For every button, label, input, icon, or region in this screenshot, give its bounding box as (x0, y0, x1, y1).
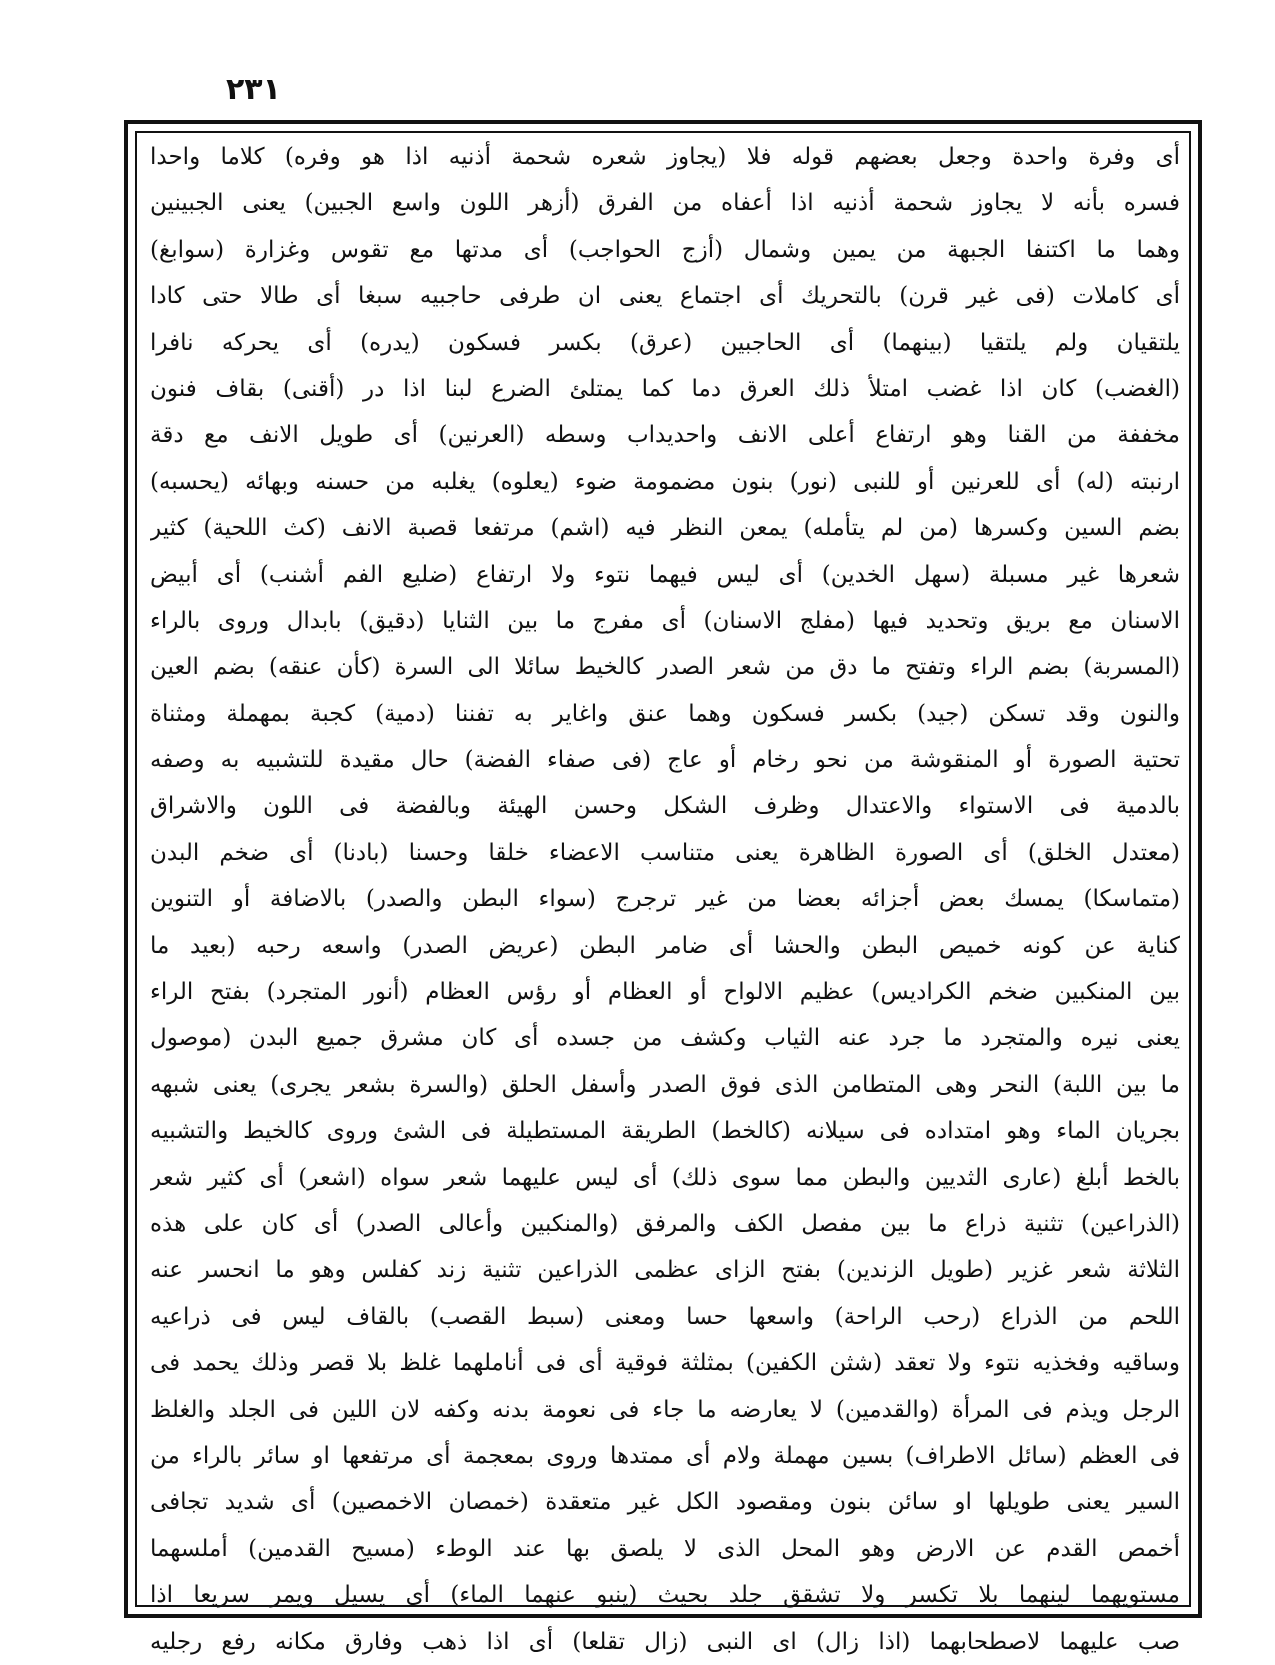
text-line: وهما ما اكتنفا الجبهة من يمين وشمال (أزج الحواجب) أى مدتها مع تقوس وغزارة (سوابغ) (150, 236, 1180, 263)
text-line: مخففة من القنا وهو ارتفاع أعلى الانف واحديداب وسطه (العرنين) أى طويل الانف مع دقة (150, 422, 1180, 449)
text-line: أى وفرة واحدة وجعل بعضهم قوله فلا (يجاوز شعره شحمة أذنيه اذا هو وفره) كلاما واحدا (150, 144, 1180, 170)
text-line: ما بين اللبة) النحر وهى المتطامن الذى فوق الصدر وأسفل الحلق (والسرة بشعر يجرى) يعنى شبهه (150, 1071, 1180, 1098)
text-line: (الذراعين) تثنية ذراع ما بين مفصل الكف والمرفق (والمنكبين وأعالى الصدر) أى كان على هذه (150, 1210, 1180, 1237)
text-line: يعنى نيره والمتجرد ما جرد عنه الثياب وكشف من جسده أى كان مشرق جميع البدن (موصول (150, 1025, 1180, 1052)
text-line: الرجل ويذم فى المرأة (والقدمين) لا يعارضه ما جاء فى نعومة بدنه وكفه لان اللين فى الجلد والغلظ (150, 1396, 1180, 1423)
text-line: الثلاثة شعر غزير (طويل الزندين) بفتح الزاى عظمى الذراعين تثنية زند كفلس وهو ما انحسر عنه (150, 1257, 1180, 1284)
text-line: مستويهما لينهما بلا تكسر ولا تشقق جلد بحيث (ينبو عنهما الماء) أى يسيل ويمر سريعا اذا (150, 1582, 1180, 1609)
text-line: شعرها غير مسبلة (سهل الخدين) أى ليس فيهما نتوء ولا ارتفاع (ضليع الفم أشنب) أى أبيض (150, 561, 1180, 588)
text-line: كناية عن كونه خميص البطن والحشا أى ضامر البطن (عريض الصدر) واسعه رحبه (بعيد ما (150, 932, 1180, 959)
text-line: يلتقيان ولم يلتقيا (بينهما) أى الحاجبين (عرق) بكسر فسكون (يدره) أى يحركه نافرا (150, 329, 1180, 356)
text-line: بالخط أبلغ (عارى الثديين والبطن مما سوى ذلك) أى ليس عليهما شعر سواه (اشعر) أى كثير شعر (150, 1164, 1180, 1191)
text-line: ارنبته (له) أى للعرنين أو للنبى (نور) بنون مضمومة ضوء (يعلوه) يغلبه من حسنه وبهائه (يحسبه) (150, 468, 1180, 495)
text-line: اللحم من الذراع (رحب الراحة) واسعها حسا ومعنى (سبط القصب) بالقاف ليس فى ذراعيه (150, 1303, 1180, 1330)
text-line: بجريان الماء وهو امتداده فى سيلانه (كالخط) الطريقة المستطيلة فى الشئ وروى كالخيط والتشبيه (150, 1118, 1180, 1145)
text-line: فسره بأنه لا يجاوز شحمة أذنيه اذا أعفاه من الفرق (أزهر اللون واسع الجبين) يعنى الجبينين (150, 190, 1180, 217)
text-line: (معتدل الخلق) أى الصورة الظاهرة يعنى متناسب الاعضاء خلقا وحسنا (بادنا) أى ضخم البدن (150, 839, 1180, 866)
text-line: صب عليهما لاصطحابهما (اذا زال) اى النبى (زال تقلعا) أى اذا ذهب وفارق مكانه رفع رجليه (150, 1628, 1180, 1655)
text-line: بضم السين وكسرها (من لم يتأمله) يمعن النظر فيه (اشم) مرتفعا قصبة الانف (كث اللحية) كثير (150, 515, 1180, 542)
text-line: والنون وقد تسكن (جيد) بكسر فسكون وهما عنق واغاير به تفننا (دمية) كجبة بمهملة ومثناة (150, 700, 1180, 727)
text-body (150, 134, 1180, 1655)
text-line: بالدمية فى الاستواء والاعتدال وظرف الشكل وحسن الهيئة وبالفضة فى اللون والاشراق (150, 793, 1180, 820)
text-line: (متماسكا) يمسك بعض أجزائه بعضا من غير ترجرج (سواء البطن والصدر) بالاضافة أو التنوين (150, 886, 1180, 913)
text-line: أخمص القدم عن الارض وهو المحل الذى لا يلصق بها عند الوطء (مسيح القدمين) أملسهما (150, 1535, 1180, 1562)
text-line: تحتية الصورة أو المنقوشة من نحو رخام أو عاج (فى صفاء الفضة) حال مقيدة للتشبيه به وصفه (150, 747, 1180, 774)
text-line: بين المنكبين ضخم الكراديس) عظيم الالواح أو العظام أو رؤس العظام (أنور المتجرد) بفتح الراء (150, 979, 1180, 1006)
text-line: (المسربة) بضم الراء وتفتح ما دق من شعر الصدر كالخيط سائلا الى السرة (كأن عنقه) بضم العين (150, 654, 1180, 681)
text-line: وساقيه وفخذيه نتوء ولا تعقد (شثن الكفين) بمثلثة فوقية أى فى أناملهما غلظ بلا قصر وذلك يحمد فى (150, 1350, 1180, 1377)
text-line: أى كاملات (فى غير قرن) بالتحريك أى اجتماع يعنى ان طرفى حاجبيه سبغا أى طالا حتى كادا (150, 283, 1180, 310)
text-line: الاسنان مع بريق وتحديد فيها (مفلج الاسنان) أى مفرج ما بين الثنايا (دقيق) بابدال وروى بالراء (150, 607, 1180, 634)
text-line: فى العظم (سائل الاطراف) بسين مهملة ولام أى ممتدها وروى بمعجمة أى مرتفعها او سائر بالراء من (150, 1442, 1180, 1469)
text-line: السير يعنى طويلها او سائن بنون ومقصود الكل غير متعقدة (خمصان الاخمصين) أى شديد تجافى (150, 1489, 1180, 1516)
page-number: ٢٣١ (226, 72, 281, 107)
text-line: (الغضب) كان اذا غضب امتلأ ذلك العرق دما كما يمتلئ الضرع لبنا اذا در (أقنى) بقاف فنون (150, 375, 1180, 402)
